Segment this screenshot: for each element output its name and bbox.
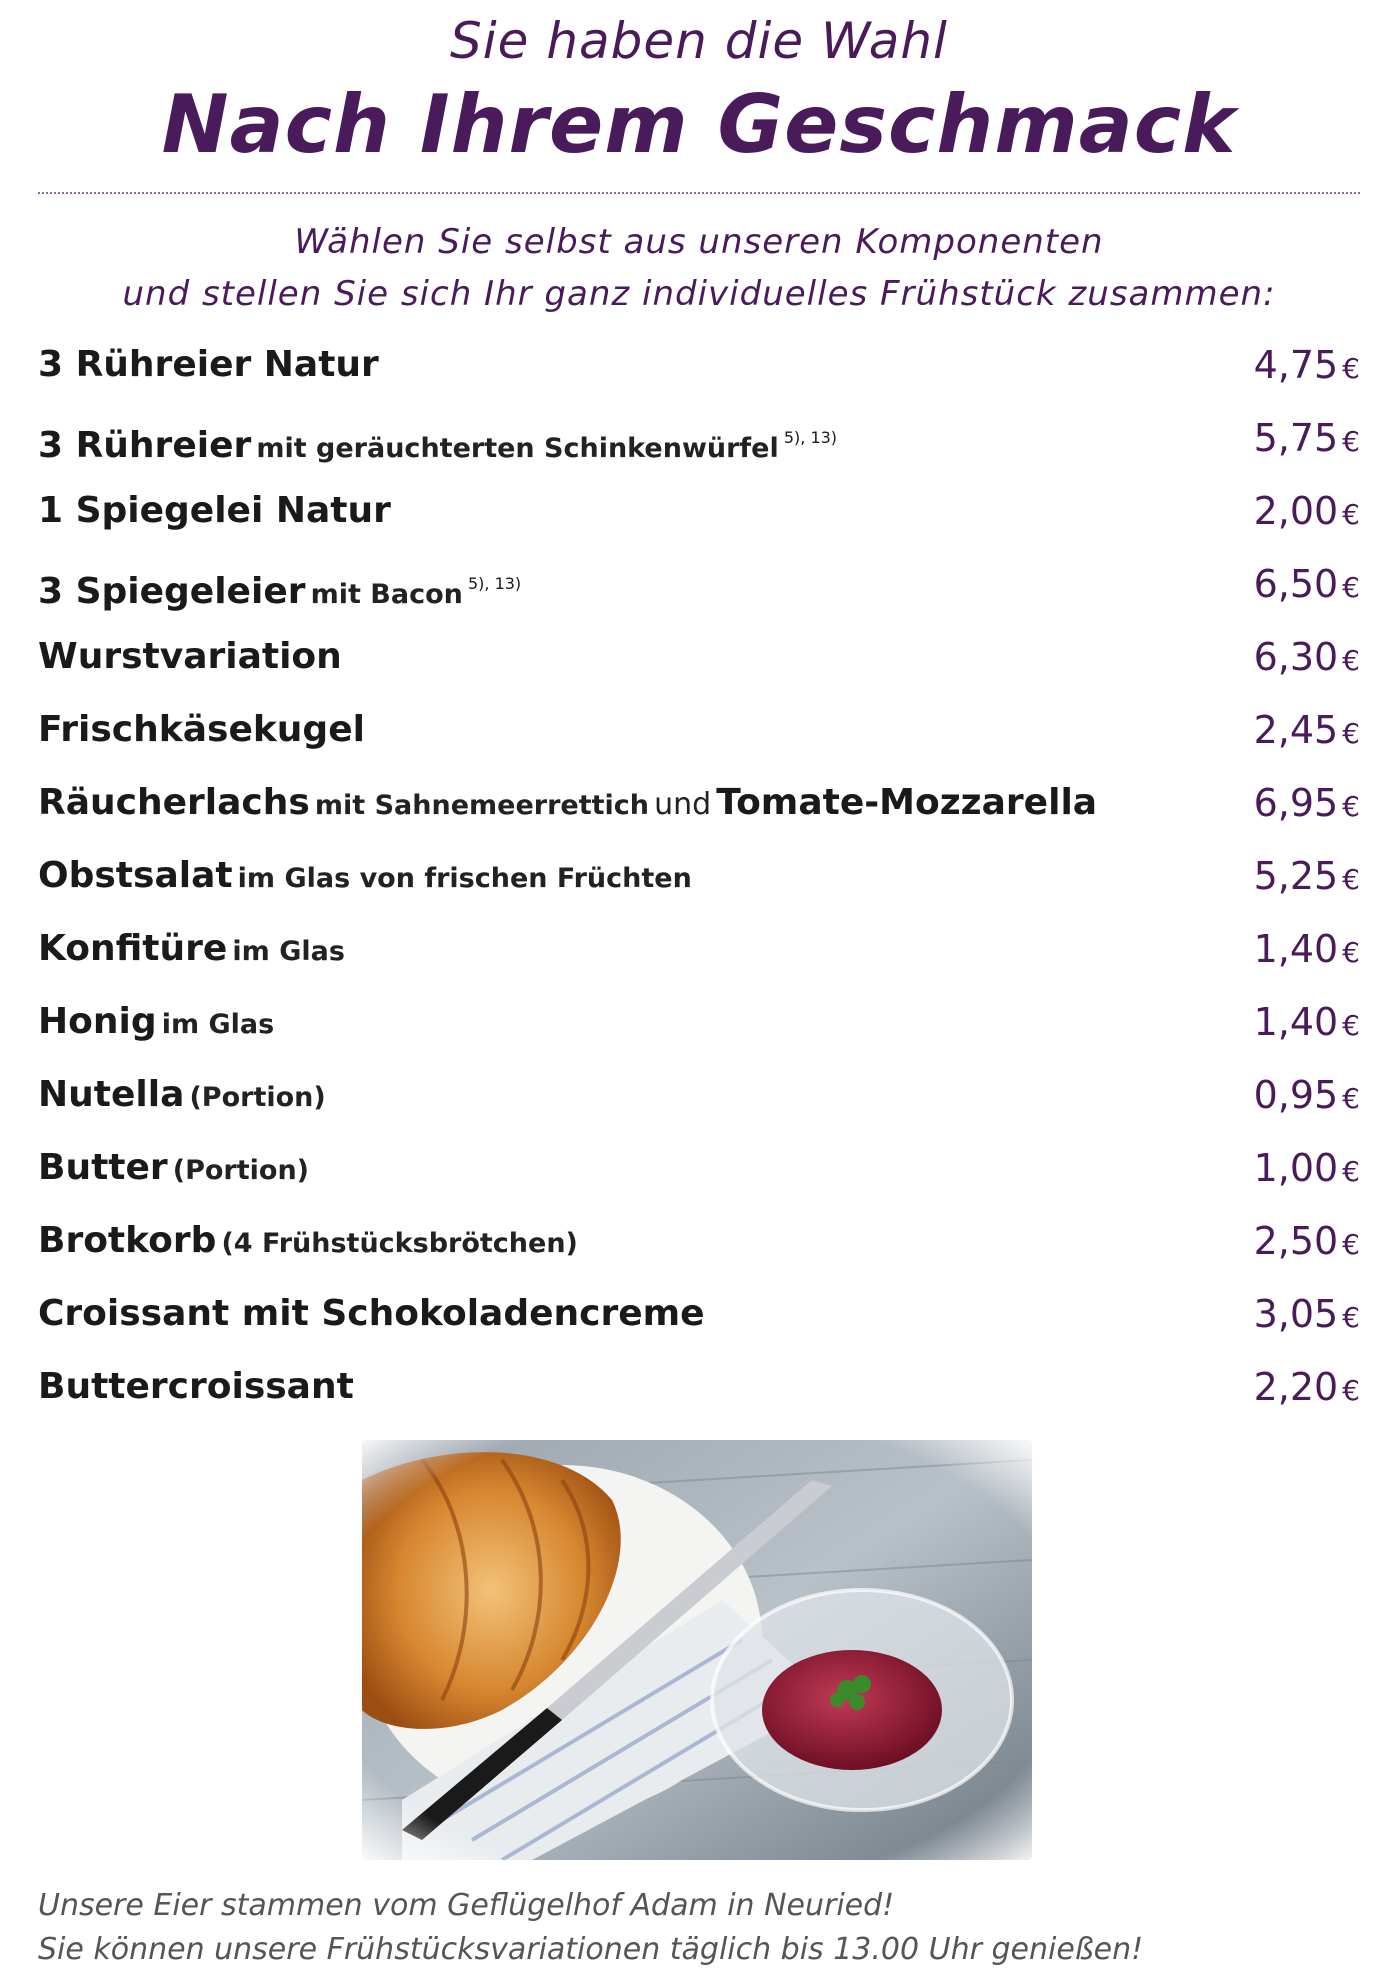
item-price: 2,20 € <box>1253 1365 1360 1409</box>
menu-list <box>38 340 1360 1435</box>
menu-item <box>38 705 1360 778</box>
item-name: Croissant mit Schokoladencreme <box>38 1293 705 1334</box>
menu-item <box>38 340 1360 413</box>
item-price: 2,50 € <box>1253 1219 1360 1263</box>
euro-icon: € <box>1342 1228 1360 1261</box>
item-price: 5,25 € <box>1253 854 1360 898</box>
euro-icon: € <box>1342 1082 1360 1115</box>
allergen-note: 5), 13) <box>467 574 522 593</box>
menu-title: Nach Ihrem Geschmack <box>161 78 1237 171</box>
euro-icon: € <box>1342 1009 1360 1042</box>
euro-icon: € <box>1342 936 1360 969</box>
item-name: 3 Spiegeleier <box>38 571 306 612</box>
item-name-secondary: Tomate-Mozzarella <box>716 782 1098 823</box>
menu-item <box>38 778 1360 851</box>
item-description: im Glas <box>161 1009 275 1040</box>
item-description: mit Sahnemeerrettich <box>314 790 650 821</box>
menu-item <box>38 486 1360 559</box>
item-price: 1,00 € <box>1253 1146 1360 1190</box>
item-price: 5,75 € <box>1253 416 1360 460</box>
intro-line-2: und stellen Sie sich Ihr ganz individuelles Frühstück zusammen: <box>122 274 1276 314</box>
item-price: 2,45 € <box>1253 708 1360 752</box>
croissant-jam-illustration <box>362 1440 1032 1860</box>
menu-item <box>38 632 1360 705</box>
item-price: 0,95 € <box>1253 1073 1360 1117</box>
item-price: 3,05 € <box>1253 1292 1360 1336</box>
euro-icon: € <box>1342 863 1360 896</box>
footer-note-hours: Sie können unsere Frühstücksvariationen täglich bis 13.00 Uhr genießen! <box>38 1932 1144 1967</box>
item-name: Obstsalat <box>38 855 233 896</box>
allergen-note: 5), 13) <box>783 428 838 447</box>
menu-item <box>38 851 1360 924</box>
menu-item <box>38 1216 1360 1289</box>
euro-icon: € <box>1342 571 1360 604</box>
menu-item <box>38 1070 1360 1143</box>
item-price: 1,40 € <box>1253 1000 1360 1044</box>
euro-icon: € <box>1342 498 1360 531</box>
item-price: 6,50 € <box>1253 562 1360 606</box>
intro-line-1: Wählen Sie selbst aus unseren Komponenten <box>294 222 1104 262</box>
footer-note-eggs: Unsere Eier stammen vom Geflügelhof Adam in Neuried! <box>38 1888 895 1923</box>
item-description: (Portion) <box>189 1082 326 1113</box>
item-price: 4,75 € <box>1253 343 1360 387</box>
item-name: 1 Spiegelei Natur <box>38 490 391 531</box>
menu-kicker: Sie haben die Wahl <box>450 12 948 70</box>
euro-icon: € <box>1342 1301 1360 1334</box>
menu-item <box>38 997 1360 1070</box>
item-description: im Glas <box>232 936 345 967</box>
menu-item <box>38 1362 1360 1435</box>
item-description: (4 Frühstücksbrötchen) <box>221 1228 578 1259</box>
item-name: Räucherlachs <box>38 782 310 823</box>
item-description: im Glas von frischen Früchten <box>237 863 692 894</box>
menu-item <box>38 413 1360 486</box>
item-name: Honig <box>38 1001 157 1042</box>
item-name: Buttercroissant <box>38 1366 354 1407</box>
dotted-divider <box>38 192 1360 194</box>
item-name: Frischkäsekugel <box>38 709 365 750</box>
euro-icon: € <box>1342 717 1360 750</box>
euro-icon: € <box>1342 352 1360 385</box>
item-name: 3 Rühreier <box>38 425 252 466</box>
menu-item <box>38 559 1360 632</box>
item-price: 6,30 € <box>1253 635 1360 679</box>
item-name: Konfitüre <box>38 928 228 969</box>
item-description: mit geräuchterten Schinkenwürfel <box>256 433 779 464</box>
breakfast-photo <box>362 1440 1032 1860</box>
euro-icon: € <box>1342 644 1360 677</box>
item-description: (Portion) <box>172 1155 310 1186</box>
item-name: Butter <box>38 1147 168 1188</box>
euro-icon: € <box>1342 790 1360 823</box>
item-price: 1,40 € <box>1253 927 1360 971</box>
item-name: Wurstvariation <box>38 636 342 677</box>
euro-icon: € <box>1342 1155 1360 1188</box>
item-name: Brotkorb <box>38 1220 217 1261</box>
item-price: 6,95 € <box>1253 781 1360 825</box>
item-conjunction: und <box>654 787 712 822</box>
item-price: 2,00 € <box>1253 489 1360 533</box>
euro-icon: € <box>1342 425 1360 458</box>
menu-item <box>38 924 1360 997</box>
item-description: mit Bacon <box>310 579 463 610</box>
item-name: Nutella <box>38 1074 185 1115</box>
item-name: 3 Rühreier Natur <box>38 344 379 385</box>
euro-icon: € <box>1342 1374 1360 1407</box>
menu-item <box>38 1289 1360 1362</box>
menu-item <box>38 1143 1360 1216</box>
